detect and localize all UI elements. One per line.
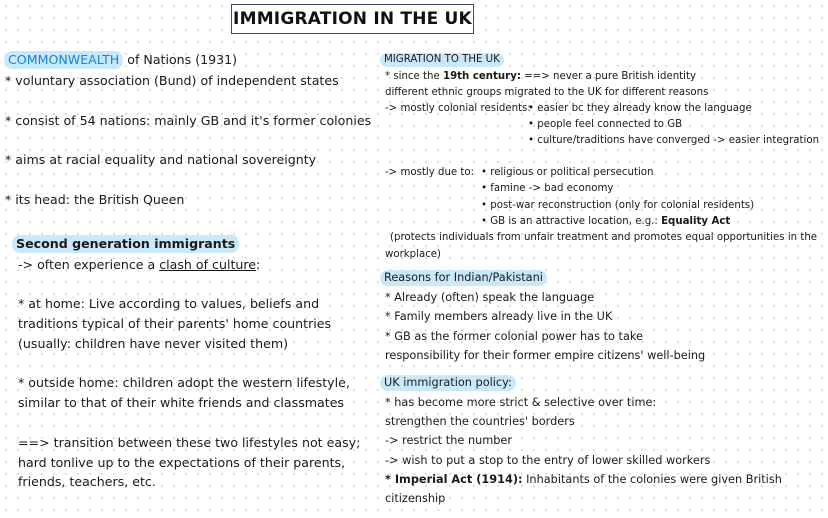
colonial-point: • culture/traditions have converged -> easier integration	[528, 135, 820, 146]
since-century: 19th century:	[443, 71, 521, 82]
transition-line: hard tonlive up to the expectations of their parents,	[18, 455, 346, 470]
commonwealth-heading	[4, 53, 237, 67]
transition-line: ==> transition between these two lifestyles not easy;	[18, 435, 361, 450]
reasons-heading	[380, 271, 547, 284]
due-point: • post-war reconstruction (only for colonial residents)	[481, 200, 755, 211]
policy-heading	[380, 376, 516, 389]
second-gen-heading	[12, 237, 239, 251]
reasons-point: * Already (often) speak the language	[385, 291, 595, 304]
transition-line: friends, teachers, etc.	[18, 474, 156, 489]
imperial-act	[385, 473, 782, 486]
commonwealth-point: * voluntary association (Bund) of independent states	[5, 73, 339, 88]
policy-point: -> restrict the number	[385, 434, 513, 447]
imperial-act-text: Inhabitants of the colonies were given British	[522, 473, 782, 486]
colonial-lead: -> mostly colonial residents:	[385, 103, 531, 114]
commonwealth-point: * aims at racial equality and national sovereignty	[5, 152, 317, 167]
equality-line: (protects individuals from unfair treatment and promotes equal opportunities in the	[390, 232, 818, 243]
migration-heading-highlight: MIGRATION TO THE UK	[380, 53, 504, 67]
outside-line: * outside home: children adopt the western lifestyle,	[18, 375, 350, 390]
second-gen-heading-highlight: Second generation immigrants	[12, 235, 239, 253]
migration-since	[385, 71, 696, 83]
imperial-act-cont: citizenship	[385, 492, 446, 505]
colonial-point: • people feel connected to GB	[528, 119, 683, 130]
policy-point: strengthen the countries' borders	[385, 415, 575, 428]
reasons-point: * Family members already live in the UK	[385, 310, 613, 323]
home-line: traditions typical of their parents' home countries	[18, 316, 332, 331]
since-rest: ==> never a pure British identity	[520, 71, 697, 82]
intro-colon: :	[256, 257, 261, 272]
migration-line: different ethnic groups migrated to the UK for different reasons	[385, 87, 709, 98]
home-line: (usually: children have never visited them)	[18, 336, 289, 351]
home-line: * at home: Live according to values, beliefs and	[18, 296, 320, 311]
commonwealth-heading-highlight: COMMONWEALTH	[4, 51, 123, 69]
reasons-point: responsibility for their former empire citizens' well-being	[385, 349, 706, 362]
due-lead: -> mostly due to:	[385, 167, 475, 178]
equality-line: workplace)	[385, 249, 442, 260]
clash-of-culture: clash of culture	[159, 257, 257, 272]
attractive-location: • GB is an attractive location, e.g.:	[481, 216, 662, 227]
reasons-heading-highlight: Reasons for Indian/Pakistani	[380, 270, 547, 286]
equality-act: Equality Act	[661, 216, 731, 227]
page-title: IMMIGRATION IN THE UK	[231, 4, 474, 34]
due-point	[481, 216, 730, 228]
colonial-point: • easier bc they already know the language	[528, 103, 752, 114]
commonwealth-point: * its head: the British Queen	[5, 192, 185, 207]
imperial-act-label: * Imperial Act (1914):	[385, 473, 523, 486]
second-gen-intro	[18, 258, 260, 272]
outside-line: similar to that of their white friends and classmates	[18, 395, 344, 410]
commonwealth-point: * consist of 54 nations: mainly GB and it's former colonies	[5, 113, 372, 128]
commonwealth-heading-rest: of Nations (1931)	[123, 52, 238, 67]
due-point: • religious or political persecution	[481, 167, 654, 178]
policy-point: -> wish to put a stop to the entry of lower skilled workers	[385, 454, 711, 467]
policy-point: * has become more strict & selective over time:	[385, 396, 657, 409]
since-text: * since the	[385, 71, 443, 82]
reasons-point: * GB as the former colonial power has to take	[385, 330, 643, 343]
policy-heading-highlight: UK immigration policy:	[380, 375, 516, 391]
migration-heading	[380, 54, 504, 66]
intro-text: -> often experience a	[18, 257, 160, 272]
due-point: • famine -> bad economy	[481, 183, 614, 194]
